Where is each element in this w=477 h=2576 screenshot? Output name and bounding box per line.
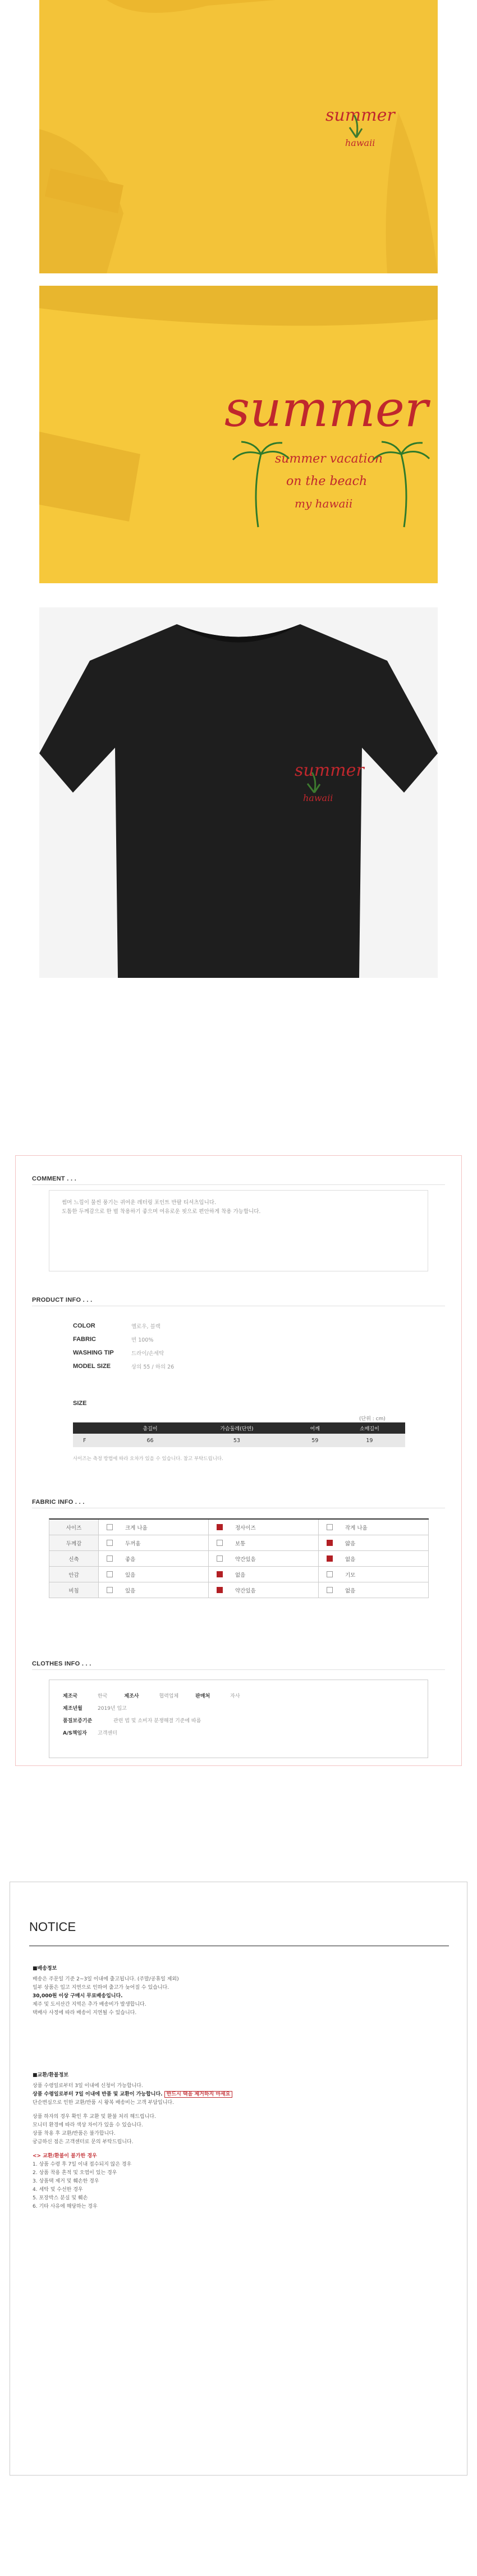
empty-box-icon — [327, 1587, 333, 1593]
clothes-value: 관련 법 및 소비자 분쟁해결 기준에 따름 — [113, 1718, 201, 1724]
comment-divider — [32, 1184, 445, 1185]
fabric-row-label: 두께감 — [49, 1535, 99, 1550]
size-cell: F — [73, 1434, 123, 1447]
fabric-option-label: 없음 — [235, 1572, 246, 1578]
info-label: COLOR — [73, 1323, 95, 1329]
fabric-option-label: 크게 나옴 — [125, 1525, 148, 1531]
size-header: 어깨 — [296, 1422, 334, 1434]
checked-box-icon — [327, 1540, 333, 1546]
checked-box-icon — [217, 1524, 223, 1530]
delivery-line: 제주 및 도서산간 지역은 추가 배송비가 발생합니다. — [33, 2002, 146, 2007]
fabric-option-label: 약간있음 — [235, 1587, 256, 1594]
checked-box-icon — [327, 1555, 333, 1562]
size-unit: (단위 : cm) — [359, 1416, 386, 1422]
fabric-option-label: 작게 나옴 — [345, 1525, 368, 1531]
fabric-row — [49, 1567, 429, 1582]
delivery-line: 택배사 사정에 따라 배송이 지연될 수 있습니다. — [33, 2010, 137, 2016]
empty-box-icon — [107, 1540, 113, 1546]
clothes-info-title: CLOTHES INFO . . . — [32, 1660, 91, 1667]
nonreturn-line: 5. 포장박스 분실 및 훼손 — [33, 2195, 88, 2201]
size-note: 사이즈는 측정 방법에 따라 오차가 있을 수 있습니다. 참고 부탁드립니다. — [73, 1456, 223, 1462]
fabric-option-label: 없음 — [345, 1587, 356, 1594]
comment-line: 썸머 느낌이 물씬 풍기는 귀여운 레터링 포인트 반팔 티셔츠입니다. — [62, 1200, 216, 1206]
clothes-label: 판매처 — [195, 1693, 210, 1699]
fabric-option-label: 기모 — [345, 1572, 356, 1578]
spacer — [33, 2147, 232, 2152]
fabric-row — [49, 1520, 429, 1535]
empty-box-icon — [107, 1555, 113, 1562]
size-row — [73, 1434, 405, 1447]
exchange-more-line: 상품 하자의 경우 확인 후 교환 및 환불 처리 해드립니다. — [33, 2114, 156, 2120]
nonreturn-line: 2. 상품 착용 흔적 및 오염이 있는 경우 — [33, 2170, 117, 2176]
exchange-section — [33, 2071, 232, 2211]
product-info-list — [73, 1319, 174, 1373]
product-info-title: PRODUCT INFO . . . — [32, 1297, 93, 1303]
info-label: WASHING TIP — [73, 1349, 114, 1356]
fabric-option-label: 두꺼움 — [125, 1540, 141, 1547]
clothes-label: 제조년월 — [63, 1705, 82, 1712]
comment-line: 도톰한 두께감으로 한 벌 착용하기 좋으며 여유로운 핏으로 편안하게 착용 가능합니다. — [62, 1209, 261, 1215]
empty-box-icon — [107, 1587, 113, 1593]
clothes-row — [63, 1689, 414, 1701]
nonreturn-line: 6. 기타 사유에 해당하는 경우 — [33, 2204, 98, 2209]
delivery-line: 일부 상품은 입고 지연으로 인하여 출고가 늦어질 수 있습니다. — [33, 1985, 169, 1991]
comment-title: COMMENT . . . — [32, 1175, 77, 1182]
clothes-label: 제조국 — [63, 1693, 78, 1699]
empty-box-icon — [217, 1555, 223, 1562]
empty-box-icon — [327, 1524, 333, 1530]
chest-print-hawaii: hawaii — [345, 138, 375, 148]
delivery-title: ■배송정보 — [33, 1966, 57, 1971]
clothes-value: 한국 — [98, 1693, 108, 1699]
back-print-line3: my hawaii — [295, 497, 353, 510]
exchange-title: ■교환/환불정보 — [33, 2072, 68, 2078]
size-table — [73, 1422, 405, 1447]
fabric-option-label: 정사이즈 — [235, 1525, 256, 1531]
size-header: 소매길이 — [334, 1422, 405, 1434]
fabric-option-label: 없음 — [345, 1556, 356, 1563]
info-label: FABRIC — [73, 1336, 96, 1343]
nonreturn-line: 3. 상품택 제거 및 훼손한 경우 — [33, 2179, 99, 2184]
exchange-line: 상품 수령일로부터 3일 이내에 신청이 가능합니다. — [33, 2083, 143, 2089]
info-value: 면 100% — [131, 1337, 154, 1343]
fabric-option — [99, 1582, 209, 1598]
exchange-more-line: 상품 착용 후 교환/반품은 불가합니다. — [33, 2131, 116, 2136]
fabric-option-label: 있음 — [125, 1572, 136, 1578]
back-print-line1: summer vacation — [275, 452, 383, 466]
spacer — [33, 2107, 232, 2113]
fabric-option-label: 약간있음 — [235, 1556, 256, 1563]
product-info-row — [73, 1360, 174, 1373]
product-info-row — [73, 1319, 174, 1333]
fabric-row-label: 신축 — [49, 1551, 99, 1566]
fabric-option — [99, 1520, 209, 1535]
clothes-row — [63, 1701, 414, 1714]
fabric-option — [319, 1535, 429, 1550]
exchange-more-line: 모니터 환경에 따라 색상 차이가 있을 수 있습니다. — [33, 2122, 143, 2128]
product-info-row — [73, 1346, 174, 1360]
size-cell: 19 — [334, 1434, 405, 1447]
back-print-line2: on the beach — [286, 474, 368, 488]
fabric-option — [319, 1582, 429, 1598]
size-header: 총길이 — [123, 1422, 177, 1434]
empty-box-icon — [107, 1571, 113, 1577]
clothes-label: 품질보증기준 — [63, 1718, 93, 1724]
checked-box-icon — [217, 1571, 223, 1577]
size-cell: 66 — [123, 1434, 177, 1447]
product-info-row — [73, 1333, 174, 1346]
fabric-option-label: 보통 — [235, 1540, 246, 1547]
size-cell: 53 — [177, 1434, 296, 1447]
fabric-row-label: 안감 — [49, 1567, 99, 1582]
fabric-option — [99, 1567, 209, 1582]
product-photo-black-front — [39, 607, 438, 978]
info-value: 드라이/손세탁 — [131, 1351, 164, 1357]
delivery-section — [33, 1965, 179, 2017]
size-header-row — [73, 1422, 405, 1434]
clothes-label: 제조사 — [124, 1693, 139, 1699]
nonreturn-title: <> 교환/환불이 불가한 경우 — [33, 2153, 97, 2159]
fabric-option — [209, 1535, 319, 1550]
info-value: 상의 55 / 하의 26 — [131, 1364, 175, 1370]
clothes-row — [63, 1714, 414, 1726]
comment-box — [49, 1190, 428, 1271]
fabric-option — [319, 1520, 429, 1535]
fabric-grid — [49, 1518, 429, 1598]
product-photo-yellow-front — [39, 0, 438, 273]
clothes-value: 협력업체 — [159, 1693, 179, 1699]
fabric-option — [99, 1551, 209, 1566]
product-photo-yellow-back — [39, 286, 438, 583]
fabric-option — [209, 1567, 319, 1582]
black-chest-print-summer: summer — [295, 761, 364, 780]
clothes-label: A/S책임자 — [63, 1730, 87, 1736]
chest-print-summer: summer — [325, 106, 395, 125]
fabric-option — [319, 1567, 429, 1582]
fabric-row-label: 사이즈 — [49, 1520, 99, 1535]
fabric-option-label: 있음 — [125, 1587, 136, 1594]
nonreturn-line: 4. 세탁 및 수선한 경우 — [33, 2187, 83, 2193]
size-header: 가슴둘레(단면) — [177, 1422, 296, 1434]
clothes-row — [63, 1726, 414, 1738]
tag-warning: 반드시 택을 제거하지 마세요 — [164, 2091, 233, 2098]
fabric-option-label: 얇음 — [345, 1540, 356, 1547]
empty-box-icon — [327, 1571, 333, 1577]
nonreturn-line: 1. 상품 수령 후 7일 이내 접수되지 않은 경우 — [33, 2162, 132, 2167]
delivery-line: 배송은 주문일 기준 2~3일 이내에 출고됩니다. (주말/공휴일 제외) — [33, 1976, 179, 1982]
notice-title: NOTICE — [29, 1920, 76, 1934]
fabric-option — [99, 1535, 209, 1550]
info-value: 옐로우, 블랙 — [131, 1324, 160, 1330]
size-header — [73, 1422, 123, 1434]
fabric-option — [319, 1551, 429, 1566]
clothes-value: 2019년 입고 — [98, 1705, 127, 1712]
black-chest-print-hawaii: hawaii — [303, 793, 333, 803]
fabric-row — [49, 1582, 429, 1598]
clothes-value: 고객센터 — [98, 1730, 117, 1736]
clothes-info-divider — [32, 1669, 445, 1670]
fabric-option — [209, 1582, 319, 1598]
delivery-line: 30,000원 이상 구매시 무료배송입니다. — [33, 1993, 123, 1999]
fabric-row — [49, 1551, 429, 1567]
exchange-line — [33, 2090, 232, 2099]
clothes-info-box — [49, 1680, 428, 1758]
size-cell: 59 — [296, 1434, 334, 1447]
checked-box-icon — [217, 1587, 223, 1593]
exchange-line: 단순변심으로 인한 교환/반품 시 왕복 배송비는 고객 부담입니다. — [33, 2100, 174, 2106]
empty-box-icon — [107, 1524, 113, 1530]
fabric-option-label: 좋음 — [125, 1556, 136, 1563]
size-title: SIZE — [73, 1400, 87, 1407]
empty-box-icon — [217, 1540, 223, 1546]
fabric-row-label: 비침 — [49, 1582, 99, 1598]
clothes-value: 자사 — [230, 1693, 240, 1699]
fabric-info-title: FABRIC INFO . . . — [32, 1499, 85, 1506]
back-print-summer: summer — [224, 380, 428, 438]
fabric-row — [49, 1535, 429, 1551]
exchange-more-line: 궁금하신 점은 고객센터로 문의 부탁드립니다. — [33, 2139, 134, 2145]
exchange-line-text: 상품 수령일로부터 7일 이내에 반품 및 교환이 가능합니다. — [33, 2092, 163, 2097]
fabric-option — [209, 1520, 319, 1535]
info-label: MODEL SIZE — [73, 1363, 111, 1370]
fabric-option — [209, 1551, 319, 1566]
